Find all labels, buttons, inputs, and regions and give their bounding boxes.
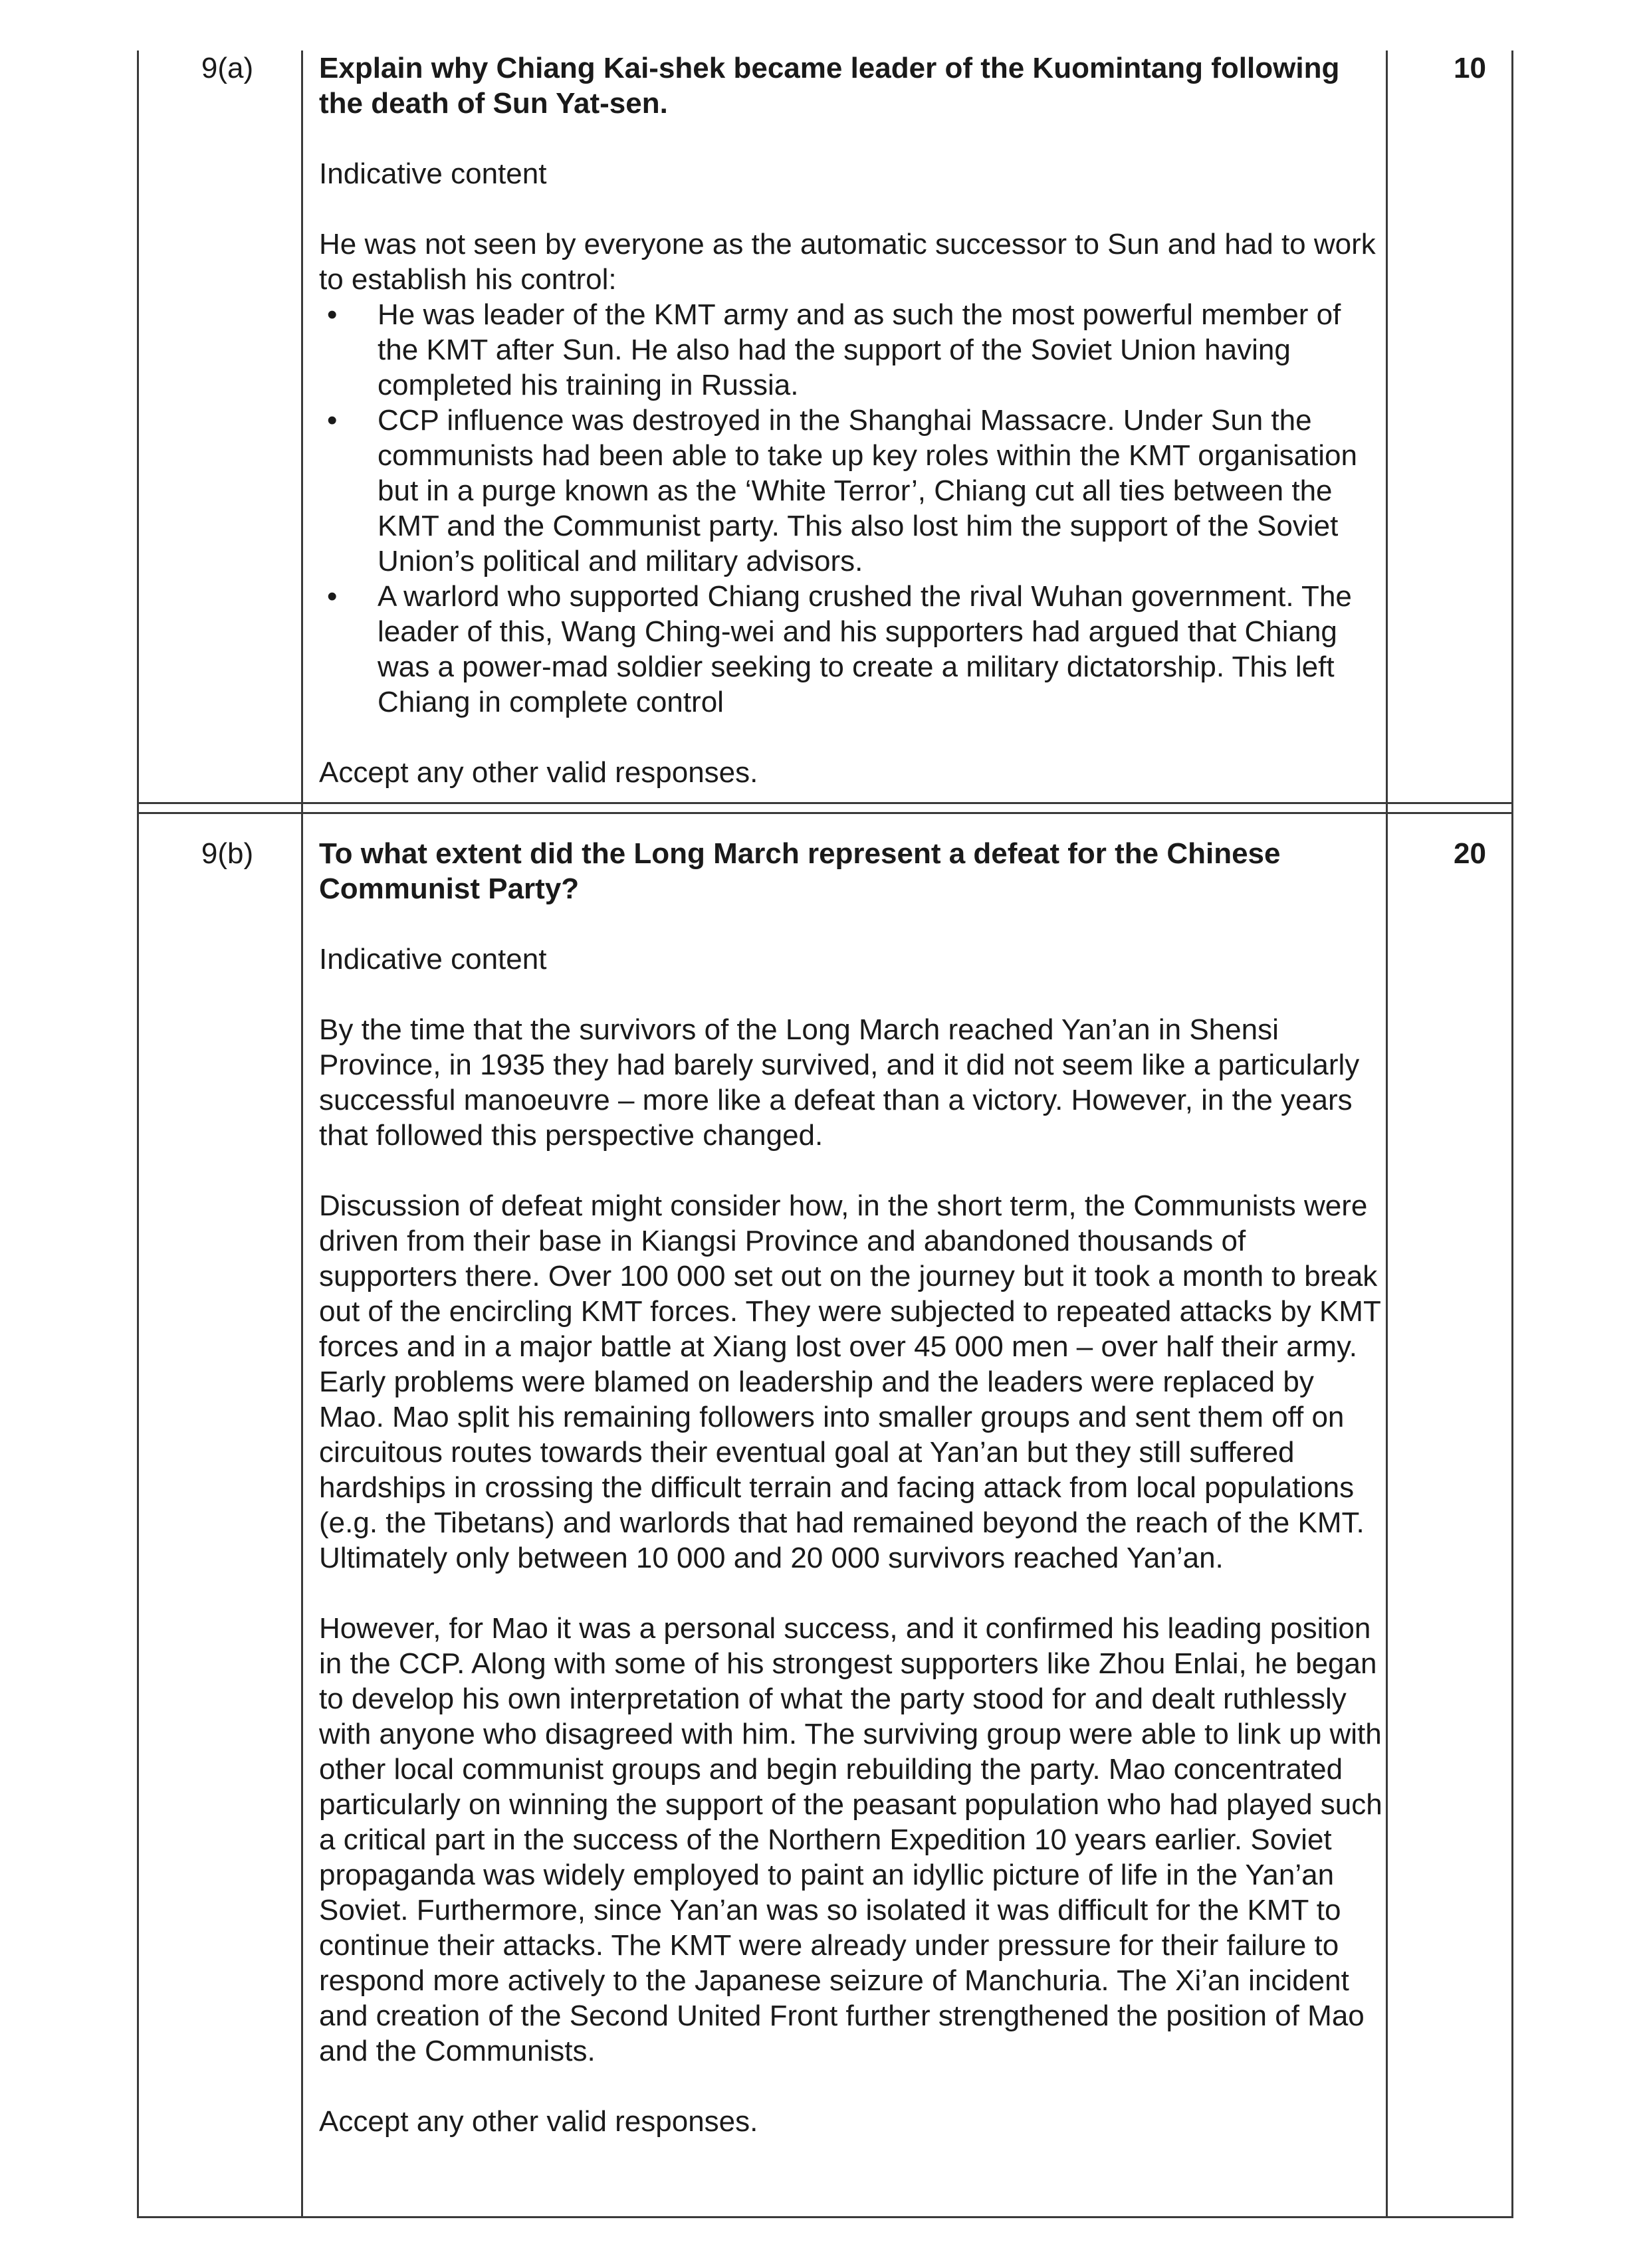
closing-text: Accept any other valid responses. [319, 2105, 758, 2138]
question-number: 9(a) [201, 52, 254, 84]
question-text: Explain why Chiang Kai-shek became leader of the Kuomintang following the death of Sun Yat-sen. [319, 52, 1340, 120]
marks-value: 20 [1454, 837, 1486, 870]
marks-value: 10 [1454, 52, 1486, 84]
table-row [137, 51, 1513, 802]
list-item: • A warlord who supported Chiang crushed the rival Wuhan government. The leader of this, Wang Ching-wei and his supporters had argued that Chiang was a power-mad soldier seeking to create a military dictatorship. This left Chiang in complete control [319, 579, 1382, 720]
table-border-bottom [137, 2216, 1513, 2218]
content-heading: Indicative content [319, 943, 547, 976]
closing-text: Accept any other valid responses. [319, 756, 758, 789]
list-item: • He was leader of the KMT army and as such the most powerful member of the KMT after Sun. He also had the support of the Soviet Union having completed his training in Russia. [319, 297, 1382, 403]
list-item: • CCP influence was destroyed in the Shanghai Massacre. Under Sun the communists had been able to take up key roles within the KMT organisation but in a purge known as the ‘White Terror’, Chiang cut all ties between the KMT and the Communist party. This also lost him the support of the Soviet Union’s political and military advisors. [319, 403, 1382, 579]
body-paragraph: However, for Mao it was a personal success, and it confirmed his leading position in the CCP. Along with some of his strongest supporters like Zhou Enlai, he began to develop his own interpretation of what the party stood for and dealt ruthlessly with anyone who disagreed with him. The surviving group were able to link up with other local communist groups and begin rebuilding the party. Mao concentrated particularly on winning the support of the peasant population who had played such a critical part in the success of the Northern Expedition 10 years earlier. Soviet propaganda was widely employed to paint an idyllic picture of life in the Yan’an Soviet. Furthermore, since Yan’an was so isolated it was difficult for the KMT to continue their attacks. The KMT were already under pressure for their failure to respond more actively to the Japanese seizure of Manchuria. The Xi’an incident and creation of the Second United Front further strengthened the position of Mao and the Communists. [319, 1612, 1382, 2067]
row-separator-upper [137, 802, 1513, 804]
table-row [137, 836, 1513, 2216]
content-heading: Indicative content [319, 157, 547, 190]
answer-cell [319, 836, 1382, 2139]
question-text: To what extent did the Long March represent a defeat for the Chinese Communist Party? [319, 837, 1281, 905]
row-separator-lower [137, 812, 1513, 814]
intro-text: He was not seen by everyone as the automatic successor to Sun and had to work to establish his control: [319, 228, 1376, 296]
body-paragraph: Discussion of defeat might consider how, in the short term, the Communists were driven from their base in Kiangsi Province and abandoned thousands of supporters there. Over 100 000 set out on the journey but it took a month to break out of the encircling KMT forces. They were subjected to repeated attacks by KMT forces and in a major battle at Xiang lost over 45 000 men – over half their army. Early problems were blamed on leadership and the leaders were replaced by Mao. Mao split his remaining followers into smaller groups and sent them off on circuitous routes towards their eventual goal at Yan’an but they still suffered hardships in crossing the difficult terrain and facing attack from local populations (e.g. the Tibetans) and warlords that had remained beyond the reach of the KMT. Ultimately only between 10 000 and 20 000 survivors reached Yan’an. [319, 1189, 1381, 1574]
answer-cell [319, 51, 1382, 790]
body-paragraph: By the time that the survivors of the Long March reached Yan’an in Shensi Province, in 1935 they had barely survived, and it did not seem like a particularly successful manoeuvre – more like a defeat than a victory. However, in the years that followed this perspective changed. [319, 1013, 1360, 1152]
question-number: 9(b) [201, 837, 254, 870]
bullet-list [319, 297, 1382, 720]
